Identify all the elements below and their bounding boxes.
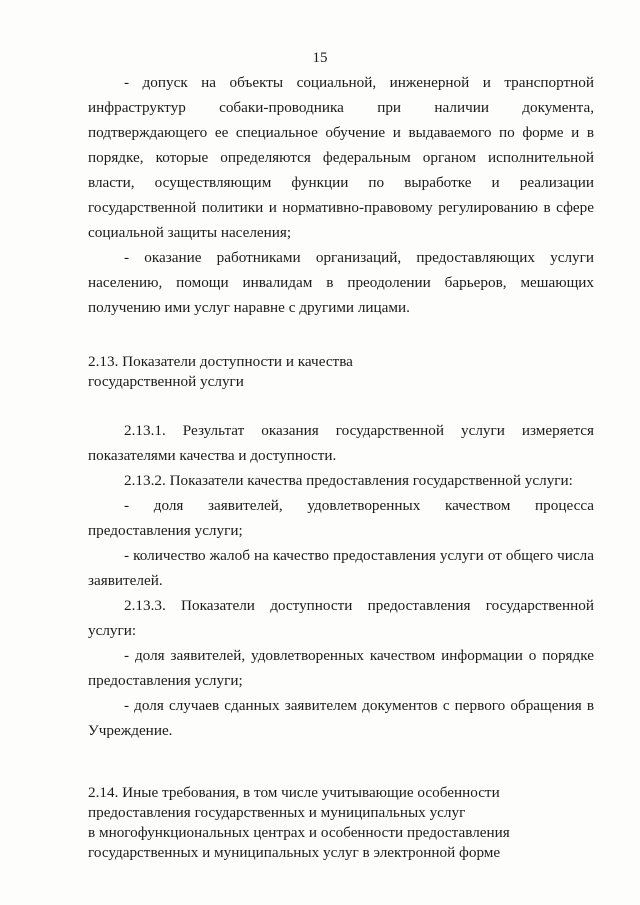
heading-line: государственной услуги xyxy=(88,373,244,390)
heading-line: 2.13. Показатели доступности и качества xyxy=(88,353,353,370)
paragraph: 2.13.1. Результат оказания государственной услуги измеряется показателями качества и доступности. xyxy=(88,422,594,464)
paragraph: - оказание работниками организаций, предоставляющих услуги населению, помощи инвалидам в преодолении барьеров, мешающих получению ими услуг наравне с другими лицами. xyxy=(88,249,594,316)
paragraph: - доля заявителей, удовлетворенных качеством информации о порядке предоставления услуги; xyxy=(88,647,594,689)
section-heading-2-13 xyxy=(88,352,594,392)
heading-line: предоставления государственных и муниципальных услуг xyxy=(88,804,466,821)
document-body xyxy=(88,70,594,863)
paragraph: 2.13.2. Показатели качества предоставления государственной услуги: xyxy=(124,472,573,489)
heading-line: в многофункциональных центрах и особенности предоставления xyxy=(88,824,510,841)
paragraph: - доля заявителей, удовлетворенных качеством процесса предоставления услуги; xyxy=(88,497,594,539)
paragraph: 2.13.3. Показатели доступности предоставления государственной услуги: xyxy=(88,597,594,639)
paragraph: - доля случаев сданных заявителем документов с первого обращения в Учреждение. xyxy=(88,697,594,739)
paragraph: - допуск на объекты социальной, инженерной и транспортной инфраструктур собаки-проводника при наличии документа, подтверждающего ее специальное обучение и выдаваемого по форме и в порядке, которые определяются федеральным органом исполнительной власти, осуществляющим функции по выработке и реализации государственной политики и нормативно-правовому регулированию в сфере социальной защиты населения; xyxy=(88,74,594,241)
paragraph: - количество жалоб на качество предоставления услуги от общего числа заявителей. xyxy=(88,547,594,589)
section-heading-2-14 xyxy=(88,783,594,863)
heading-line: государственных и муниципальных услуг в электронной форме xyxy=(88,844,501,861)
heading-line: 2.14. Иные требования, в том числе учитывающие особенности xyxy=(88,784,500,801)
page-number: 15 xyxy=(312,50,328,66)
